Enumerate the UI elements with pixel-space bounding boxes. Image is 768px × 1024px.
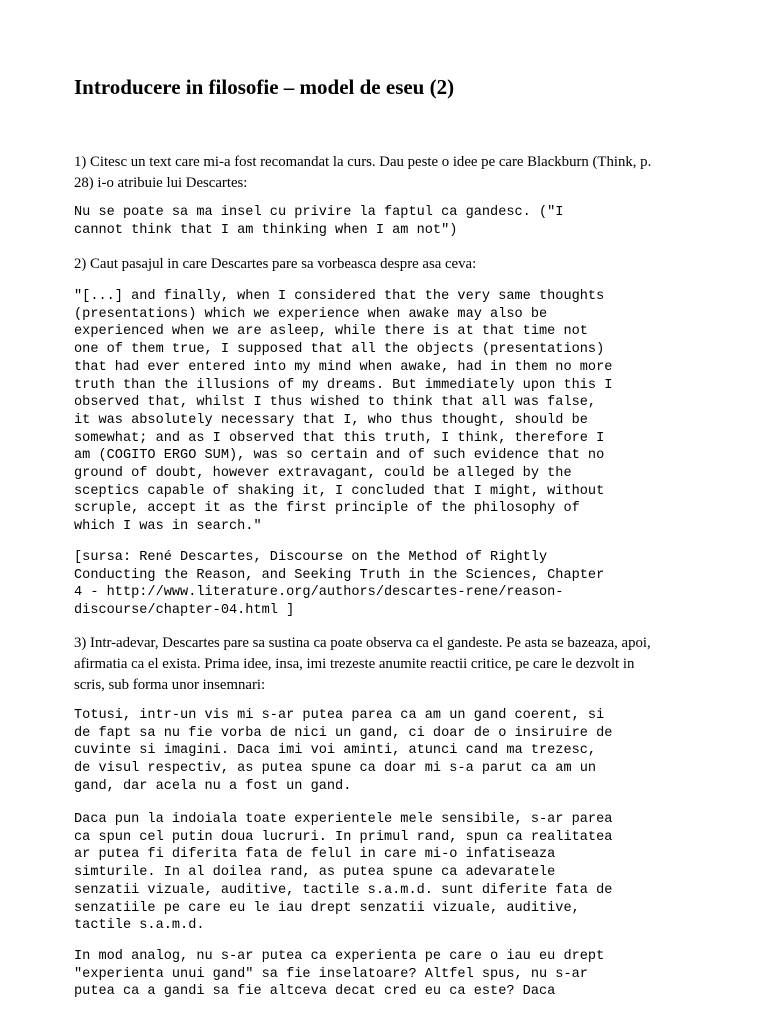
source-citation: [sursa: René Descartes, Discourse on the Method of Rightly Conducting the Reason, and Seeking Truth in the Sciences, Chapter 4 - http://www.literature.org/authors/descartes-rene/reason- discourse/chapter-04.html ] <box>74 550 605 619</box>
quote-blackburn: Nu se poate sa ma insel cu privire la faptul ca gandesc. ("I cannot think that I am thinking when I am not") <box>74 205 564 238</box>
quote-descartes: "[...] and finally, when I considered that the very same thoughts (presentations) which we experience when awake may also be experienced when we are asleep, while there is at that time not one of them true, I supposed that all the objects (presentations) that had ever entered into my mind when awake, had in them no more truth than the illusions of my dreams. But immediately upon this I observed that, whilst I thus wished to think that all was false, it was absolutely necessary that I, who thus thought, should be somewhat; and as I observed that this truth, I think, therefore I am (COGITO ERGO SUM), was so certain and of such evidence that no ground of doubt, however extravagant, could be alleged by the sceptics capable of shaking it, I concluded that I might, without scruple, accept it as the first principle of the philosophy of which I was in search." <box>74 289 613 535</box>
note-sensible-experience: Daca pun la indoiala toate experientele mele sensibile, s-ar parea ca spun cel putin doua lucruri. In primul rand, spun ca realitatea ar putea fi diferita fata de felul in care mi-o infatiseaza simturile. In al doilea rand, as putea spune ca adevaratele senzatii vizuale, auditive, tactile s.a.m.d. sunt diferite fata de senzatiile pe care eu le iau drept senzatii vizuale, auditive, tactile s.a.m.d. <box>74 812 613 934</box>
paragraph-3: 3) Intr-adevar, Descartes pare sa sustina ca poate observa ca el gandeste. Pe asta se bazeaza, apoi, afirmatia ca el exista. Prima idee, insa, imi trezeste anumite reactii critice, pe care le dezvolt in scris, sub forma unor insemnari: <box>74 635 651 693</box>
note-thought-experience: In mod analog, nu s-ar putea ca experienta pe care o iau eu drept "experienta unui gand" sa fie inselatoare? Altfel spus, nu s-ar putea ca a gandi sa fie altceva decat cred eu ca este? Daca <box>74 949 605 1000</box>
paragraph-2: 2) Caut pasajul in care Descartes pare sa vorbeasca despre asa ceva: <box>74 256 477 272</box>
paragraph-1: 1) Citesc un text care mi-a fost recomandat la curs. Dau peste o idee pe care Blackburn (Think, p. 28) i-o atribuie lui Descartes: <box>74 154 652 191</box>
page-title: Introducere in filosofie – model de eseu (2) <box>74 75 455 99</box>
note-dream-thought: Totusi, intr-un vis mi s-ar putea parea ca am un gand coerent, si de fapt sa nu fie vorba de nici un gand, ci doar de o insiruire de cuvinte si imagini. Daca imi voi aminti, atunci cand ma trezesc, de visul respectiv, as putea spune ca doar mi s-a parut ca am un gand, dar acela nu a fost un gand. <box>74 708 613 794</box>
